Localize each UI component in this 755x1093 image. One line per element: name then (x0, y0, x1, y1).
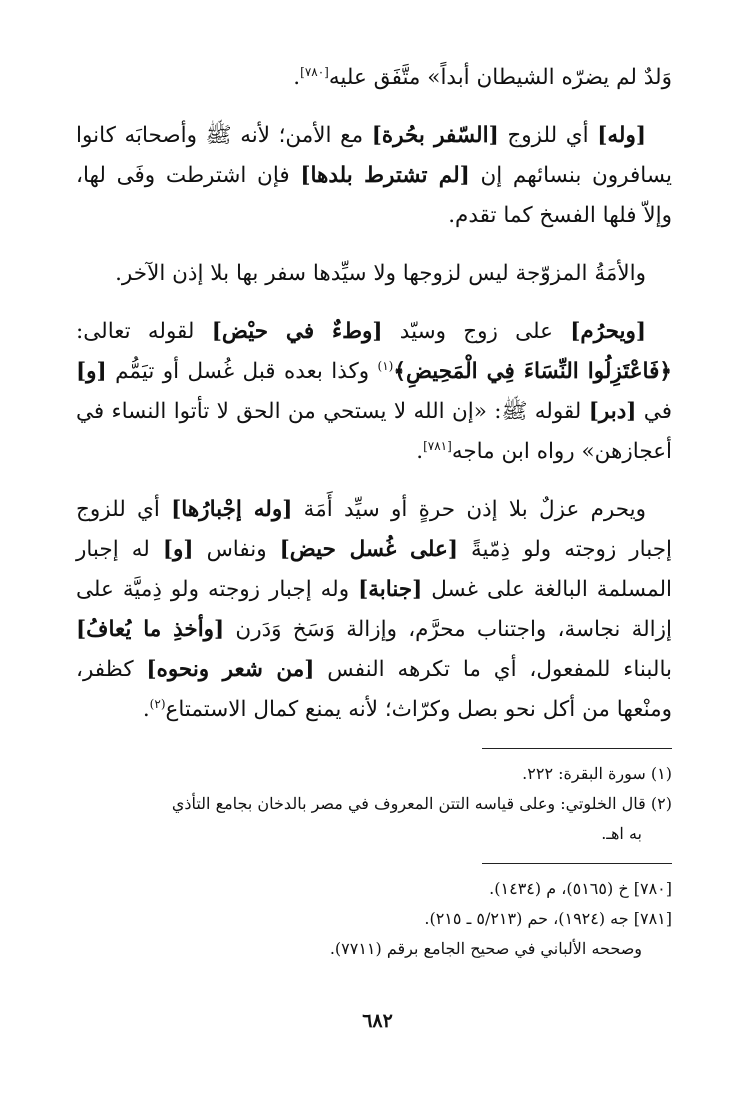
bold-term: [و] (76, 359, 107, 384)
bold-term: [وله إجْبارُها] (171, 497, 293, 522)
text: وكذا بعده قبل غُسل أو تيَمُّم (106, 359, 378, 384)
bold-term: [من شعر ونحوه] (146, 657, 315, 682)
reference-780: [٧٨٠] خ (٥١٦٥)، م (١٤٣٤). (489, 879, 672, 898)
bold-term: [على غُسل حيض] (279, 537, 458, 562)
paragraph-5 (76, 490, 672, 730)
footnotes (76, 759, 672, 849)
footnote-1: (١) سورة البقرة: ٢٢٢. (522, 764, 672, 783)
text: لقوله ﷺ: «إن الله لا يستحي من الحق لا تأتوا النساء في أعجازهن» رواه ابن ماجه (76, 399, 672, 464)
text: بالبناء للمفعول، أي ما تكرهه النفس (314, 657, 672, 682)
text: ويحرم عزلٌ بلا إذن حرةٍ أو سيِّد أَمَة (292, 497, 646, 522)
bold-term: [السّفر بحُرة] (371, 123, 499, 148)
text: أي للزوج إجبار زوجته ولو ذِمّيةً (76, 497, 672, 562)
text: له إجبار المسلمة البالغة على غسل (76, 537, 673, 602)
bold-term: [وله] (597, 123, 646, 148)
bold-term: [دبر] (588, 399, 637, 424)
footnote-2-continuation: به اهـ. (601, 824, 642, 843)
text: وَلدٌ لم يضرّه الشيطان أبداً» متَّفَق عليه (328, 65, 672, 90)
paragraph-2 (76, 116, 672, 236)
paragraph-3 (76, 254, 672, 294)
reference-marker-780[interactable]: [٧٨٠] (300, 64, 329, 79)
footnote-separator (482, 748, 672, 749)
text: لقوله تعالى: (76, 319, 212, 344)
footnote-marker-1[interactable]: (١) (377, 358, 394, 373)
text: كظفر، ومنْعها من أكل نحو بصل وكرّاث؛ لأنه يمنع كمال الاستمتاع (76, 657, 672, 722)
text: فإن اشترطت وفَى لها، وإلاّ فلها الفسخ كما تقدم. (76, 163, 672, 228)
quran-verse: ﴿فَاعْتَزِلُوا النِّسَاءَ فِي الْمَحِيضِ﴾ (393, 359, 672, 384)
references (76, 863, 672, 964)
reference-781: [٧٨١] جه (١٩٢٤)، حم (٥/٢١٣ ـ ٢١٥). (424, 909, 672, 928)
bold-term: [لم تشترط بلدها] (300, 163, 470, 188)
page-number: ٦٨٢ (362, 1010, 393, 1032)
text: . (142, 697, 150, 722)
bold-term: [وأخذِ ما يُعافُ] (76, 617, 225, 642)
text: وله إجبار زوجته ولو ذِميَّة على إزالة نجاسة، واجتناب محرَّم، وإزالة وَسَخ وَدَرن (76, 577, 672, 642)
bold-term: [و] (162, 537, 194, 562)
text: أي للزوج (498, 123, 598, 148)
paragraph-4 (76, 312, 672, 472)
text: في (636, 399, 672, 424)
text: مع الأمن؛ لأنه ﷺ وأصحابَه كانوا يسافرون بنسائهم إن (76, 123, 672, 188)
text: ونفاس (193, 537, 280, 562)
references-separator (482, 863, 672, 864)
footnote-marker-2[interactable]: (٢) (149, 696, 166, 711)
paragraph-1 (76, 58, 672, 98)
footnote-2: (٢) قال الخلوتي: وعلى قياسه التتن المعروف في مصر بالدخان بجامع التأذي (171, 794, 672, 813)
bold-term: [وطءٌ في حيْض] (211, 319, 383, 344)
text: . (416, 439, 424, 464)
bold-term: [جنابة] (358, 577, 423, 602)
bold-term: [ويحرُم] (570, 319, 646, 344)
text: . (293, 65, 301, 90)
page-content (76, 58, 672, 964)
reference-marker-781[interactable]: [٧٨١] (423, 438, 452, 453)
reference-781-note: وصححه الألباني في صحيح الجامع برقم (٧٧١١). (329, 939, 642, 958)
text: والأمَةُ المزوّجة ليس لزوجها ولا سيِّدها سفر بها بلا إذن الآخر. (115, 261, 646, 286)
text: على زوج وسيّد (382, 319, 571, 344)
